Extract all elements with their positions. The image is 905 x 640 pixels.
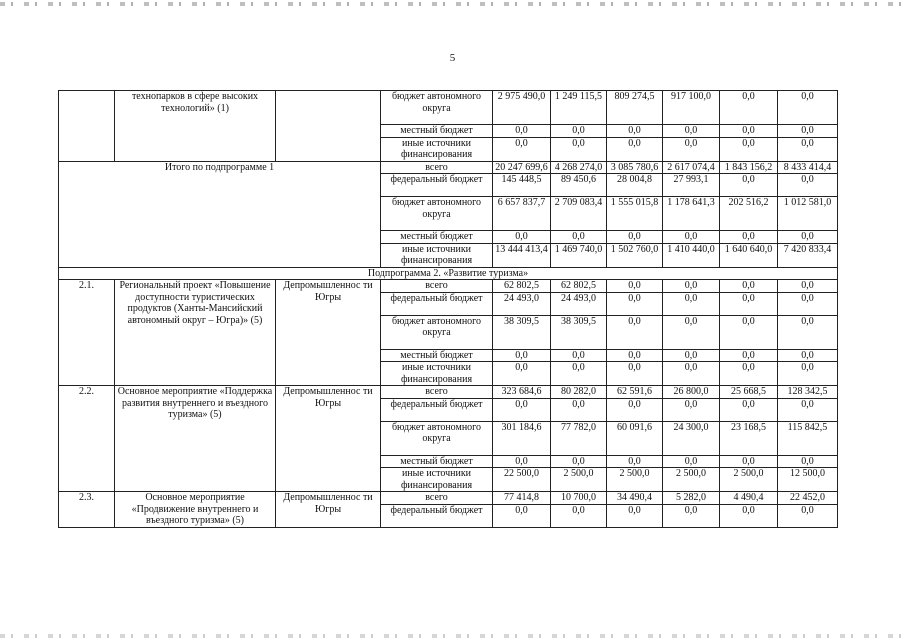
value-cell: 34 490,4	[607, 492, 663, 505]
value-cell: 0,0	[607, 455, 663, 468]
source-cell: федеральный бюджет	[381, 398, 493, 421]
value-cell: 62 802,5	[551, 280, 607, 293]
value-cell: 80 282,0	[551, 386, 607, 399]
value-cell: 0,0	[663, 137, 720, 161]
value-cell: 917 100,0	[663, 91, 720, 125]
value-cell: 28 004,8	[607, 174, 663, 197]
value-cell: 89 450,6	[551, 174, 607, 197]
executor-cell: Депромышленнос ти Югры	[276, 492, 381, 528]
source-cell: федеральный бюджет	[381, 174, 493, 197]
scan-artifact-bottom	[0, 634, 905, 638]
value-cell: 1 469 740,0	[551, 243, 607, 267]
table-row	[59, 161, 838, 174]
value-cell: 0,0	[663, 362, 720, 386]
page-number: 5	[449, 52, 456, 64]
value-cell: 0,0	[607, 125, 663, 138]
value-cell: 2 709 083,4	[551, 197, 607, 231]
value-cell: 2 500,0	[720, 468, 778, 492]
value-cell: 0,0	[663, 349, 720, 362]
table-row	[59, 91, 838, 125]
value-cell: 22 500,0	[493, 468, 551, 492]
value-cell: 0,0	[778, 292, 838, 315]
source-cell: федеральный бюджет	[381, 292, 493, 315]
value-cell: 62 802,5	[493, 280, 551, 293]
value-cell: 62 591,6	[607, 386, 663, 399]
value-cell: 0,0	[607, 280, 663, 293]
value-cell: 0,0	[607, 231, 663, 244]
source-cell: местный бюджет	[381, 125, 493, 138]
value-cell: 0,0	[720, 455, 778, 468]
value-cell: 0,0	[720, 349, 778, 362]
value-cell: 3 085 780,6	[607, 161, 663, 174]
value-cell: 8 433 414,4	[778, 161, 838, 174]
value-cell: 0,0	[778, 504, 838, 527]
table-body	[59, 91, 838, 528]
subtotal-label-cell: Итого по подпрограмме 1	[59, 161, 381, 267]
value-cell: 0,0	[663, 125, 720, 138]
value-cell: 301 184,6	[493, 421, 551, 455]
value-cell: 38 309,5	[493, 315, 551, 349]
value-cell: 0,0	[493, 349, 551, 362]
value-cell: 0,0	[493, 362, 551, 386]
value-cell: 0,0	[551, 231, 607, 244]
value-cell: 2 617 074,4	[663, 161, 720, 174]
value-cell: 0,0	[720, 125, 778, 138]
value-cell: 0,0	[551, 398, 607, 421]
value-cell: 809 274,5	[607, 91, 663, 125]
source-cell: местный бюджет	[381, 349, 493, 362]
source-cell: иные источники финансирования	[381, 362, 493, 386]
source-cell: всего	[381, 492, 493, 505]
value-cell: 0,0	[607, 362, 663, 386]
value-cell: 0,0	[607, 349, 663, 362]
value-cell: 0,0	[778, 349, 838, 362]
value-cell: 0,0	[778, 362, 838, 386]
number-cell: 2.2.	[59, 386, 115, 492]
value-cell: 10 700,0	[551, 492, 607, 505]
value-cell: 128 342,5	[778, 386, 838, 399]
value-cell: 0,0	[493, 125, 551, 138]
budget-table	[58, 90, 838, 528]
value-cell: 1 249 115,5	[551, 91, 607, 125]
value-cell: 0,0	[663, 231, 720, 244]
section-title-row	[59, 267, 838, 280]
value-cell: 0,0	[720, 91, 778, 125]
source-cell: местный бюджет	[381, 455, 493, 468]
value-cell: 1 410 440,0	[663, 243, 720, 267]
activity-name-cell: Региональный проект «Повышение доступности туристических продуктов (Ханты-Мансийский автономный округ – Югра)» (5)	[115, 280, 276, 386]
executor-cell	[276, 91, 381, 162]
table-row	[59, 492, 838, 505]
value-cell: 0,0	[778, 137, 838, 161]
source-cell: всего	[381, 386, 493, 399]
value-cell: 1 178 641,3	[663, 197, 720, 231]
source-cell: всего	[381, 280, 493, 293]
source-cell: бюджет автономного округа	[381, 421, 493, 455]
source-cell: иные источники финансирования	[381, 137, 493, 161]
source-cell: местный бюджет	[381, 231, 493, 244]
value-cell: 20 247 699,6	[493, 161, 551, 174]
number-cell	[59, 91, 115, 162]
activity-name-cell: технопарков в сфере высоких технологий» (1)	[115, 91, 276, 162]
value-cell: 13 444 413,4	[493, 243, 551, 267]
value-cell: 0,0	[663, 292, 720, 315]
activity-name-cell: Основное мероприятие «Продвижение внутреннего и въездного туризма» (5)	[115, 492, 276, 528]
value-cell: 77 414,8	[493, 492, 551, 505]
value-cell: 1 843 156,2	[720, 161, 778, 174]
value-cell: 0,0	[551, 349, 607, 362]
value-cell: 0,0	[720, 231, 778, 244]
value-cell: 0,0	[720, 362, 778, 386]
value-cell: 0,0	[778, 174, 838, 197]
value-cell: 0,0	[720, 398, 778, 421]
number-cell: 2.1.	[59, 280, 115, 386]
value-cell: 0,0	[778, 315, 838, 349]
value-cell: 0,0	[663, 455, 720, 468]
value-cell: 1 640 640,0	[720, 243, 778, 267]
value-cell: 2 975 490,0	[493, 91, 551, 125]
source-cell: иные источники финансирования	[381, 468, 493, 492]
value-cell: 24 493,0	[551, 292, 607, 315]
source-cell: иные источники финансирования	[381, 243, 493, 267]
value-cell: 323 684,6	[493, 386, 551, 399]
value-cell: 0,0	[720, 137, 778, 161]
value-cell: 0,0	[551, 125, 607, 138]
value-cell: 26 800,0	[663, 386, 720, 399]
value-cell: 0,0	[720, 280, 778, 293]
value-cell: 22 452,0	[778, 492, 838, 505]
value-cell: 4 490,4	[720, 492, 778, 505]
table-row	[59, 280, 838, 293]
value-cell: 25 668,5	[720, 386, 778, 399]
source-cell: бюджет автономного округа	[381, 315, 493, 349]
value-cell: 12 500,0	[778, 468, 838, 492]
value-cell: 0,0	[493, 137, 551, 161]
value-cell: 145 448,5	[493, 174, 551, 197]
value-cell: 115 842,5	[778, 421, 838, 455]
value-cell: 27 993,1	[663, 174, 720, 197]
value-cell: 60 091,6	[607, 421, 663, 455]
value-cell: 0,0	[778, 231, 838, 244]
value-cell: 0,0	[551, 137, 607, 161]
value-cell: 202 516,2	[720, 197, 778, 231]
value-cell: 0,0	[607, 292, 663, 315]
value-cell: 0,0	[778, 398, 838, 421]
value-cell: 0,0	[663, 315, 720, 349]
value-cell: 0,0	[607, 315, 663, 349]
value-cell: 0,0	[551, 455, 607, 468]
value-cell: 24 493,0	[493, 292, 551, 315]
value-cell: 77 782,0	[551, 421, 607, 455]
value-cell: 1 012 581,0	[778, 197, 838, 231]
value-cell: 0,0	[778, 91, 838, 125]
value-cell: 0,0	[607, 504, 663, 527]
executor-cell: Депромышленнос ти Югры	[276, 386, 381, 492]
value-cell: 7 420 833,4	[778, 243, 838, 267]
value-cell: 0,0	[493, 231, 551, 244]
value-cell: 0,0	[663, 504, 720, 527]
value-cell: 0,0	[493, 455, 551, 468]
value-cell: 0,0	[551, 504, 607, 527]
scan-artifact-top	[0, 2, 905, 6]
source-cell: федеральный бюджет	[381, 504, 493, 527]
executor-cell: Депромышленнос ти Югры	[276, 280, 381, 386]
value-cell: 38 309,5	[551, 315, 607, 349]
value-cell: 0,0	[778, 280, 838, 293]
number-cell: 2.3.	[59, 492, 115, 528]
value-cell: 24 300,0	[663, 421, 720, 455]
value-cell: 5 282,0	[663, 492, 720, 505]
value-cell: 0,0	[551, 362, 607, 386]
value-cell: 4 268 274,0	[551, 161, 607, 174]
value-cell: 0,0	[778, 455, 838, 468]
value-cell: 0,0	[493, 504, 551, 527]
value-cell: 2 500,0	[607, 468, 663, 492]
value-cell: 0,0	[607, 137, 663, 161]
value-cell: 0,0	[778, 125, 838, 138]
value-cell: 6 657 837,7	[493, 197, 551, 231]
value-cell: 0,0	[720, 315, 778, 349]
value-cell: 1 555 015,8	[607, 197, 663, 231]
value-cell: 0,0	[607, 398, 663, 421]
value-cell: 0,0	[663, 398, 720, 421]
value-cell: 0,0	[720, 174, 778, 197]
section-title-cell: Подпрограмма 2. «Развитие туризма»	[59, 267, 838, 280]
table-row	[59, 386, 838, 399]
value-cell: 0,0	[663, 280, 720, 293]
value-cell: 0,0	[493, 398, 551, 421]
source-cell: всего	[381, 161, 493, 174]
source-cell: бюджет автономного округа	[381, 91, 493, 125]
source-cell: бюджет автономного округа	[381, 197, 493, 231]
value-cell: 2 500,0	[663, 468, 720, 492]
activity-name-cell: Основное мероприятие «Поддержка развития внутреннего и въездного туризма» (5)	[115, 386, 276, 492]
value-cell: 0,0	[720, 504, 778, 527]
value-cell: 1 502 760,0	[607, 243, 663, 267]
value-cell: 0,0	[720, 292, 778, 315]
value-cell: 2 500,0	[551, 468, 607, 492]
value-cell: 23 168,5	[720, 421, 778, 455]
